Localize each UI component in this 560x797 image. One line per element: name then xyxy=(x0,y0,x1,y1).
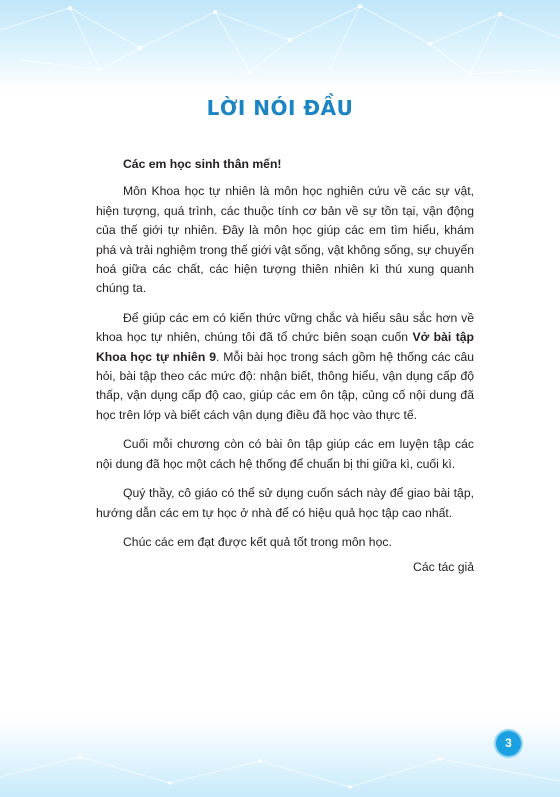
signature: Các tác giả xyxy=(413,560,474,575)
paragraph-wishes: Chúc các em đạt được kết quả tốt trong môn học. xyxy=(123,534,392,549)
page-title: LỜI NÓI ĐẦU xyxy=(206,96,354,120)
network-pattern-bottom xyxy=(0,717,560,797)
paragraph-intro: Môn Khoa học tự nhiên là môn học nghiên cứu về các sự vật, hiện tượng, quá trình, các thuộc tính cơ bản về sự tồn tại, vận động của thế giới tự nhiên. Đây là môn học giúp các em tìm hiểu, khám phá và trải nghiệm trong thế giới vật sống, vật không sống, sự chuyển hoá giữa các chất, các hiện tượng thiên nhiên kì thú xung quanh chúng ta. xyxy=(96,184,474,296)
network-pattern-top xyxy=(0,0,560,92)
top-decorative-banner xyxy=(0,0,560,92)
book-title: Vở bài tập Khoa học tự nhiên 9 xyxy=(96,330,474,364)
greeting: Các em học sinh thân mến! xyxy=(123,157,282,171)
paragraph-review: Cuối mỗi chương còn có bài ôn tập giúp các em luyện tập các nội dung đã học một cách hệ thống để chuẩn bị thi giữa kì, cuối kì. xyxy=(96,437,474,471)
paragraph-book-lead: Để giúp các em có kiến thức vững chắc và hiểu sâu sắc hơn về khoa học tự nhiên, chúng tôi đã tổ chức biên soạn cuốn xyxy=(96,310,474,345)
bottom-decorative-banner xyxy=(0,717,560,797)
paragraph-teachers: Quý thầy, cô giáo có thể sử dụng cuốn sách này để giao bài tập, hướng dẫn các em tự học ở nhà để có hiệu quả học tập cao nhất. xyxy=(96,486,474,520)
paragraph-book-rest: . Mỗi bài học trong sách gồm hệ thống các câu hỏi, bài tập theo các mức độ: nhận biết, thông hiểu, vận dụng cấp độ thấp, vận dụng cấp độ cao, giúp các em ôn tập, củng cố nội dung đã học trên lớp và biết cách vận dụng điều đã học vào thực tế. xyxy=(96,349,475,422)
page-number-badge: 3 xyxy=(496,731,521,756)
preface-body xyxy=(96,155,474,588)
paragraph-book xyxy=(96,309,474,425)
